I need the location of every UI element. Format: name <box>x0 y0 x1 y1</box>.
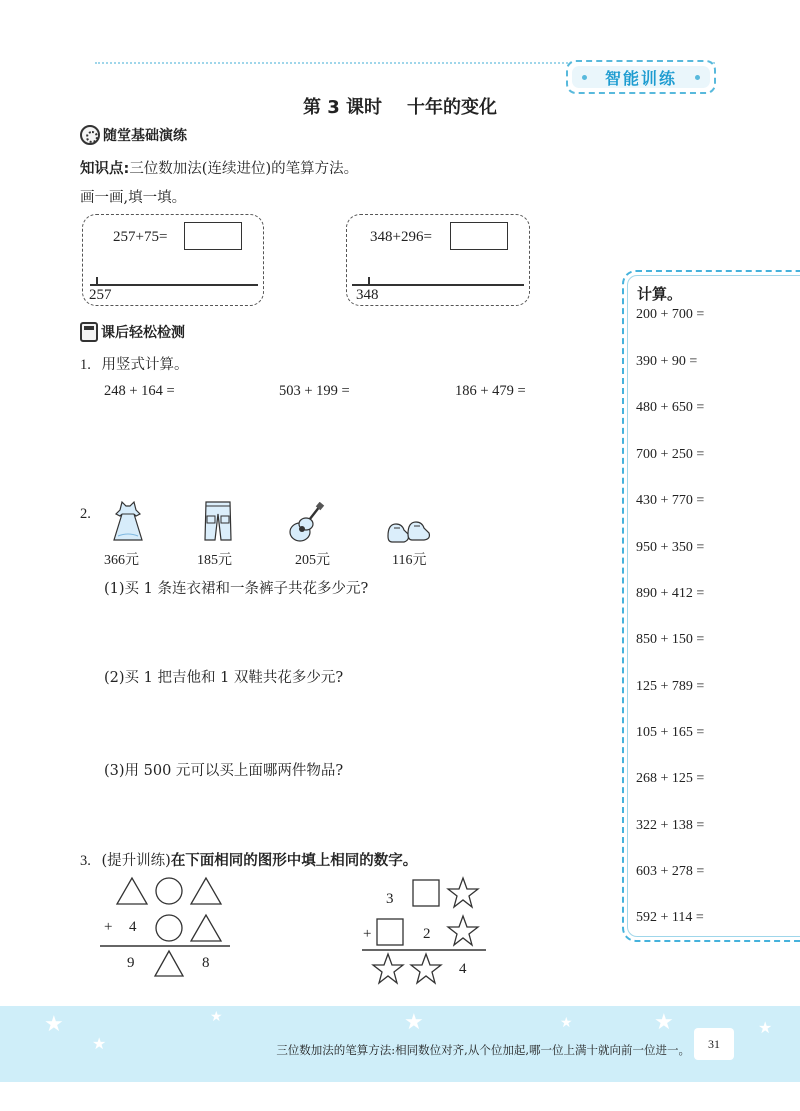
question-text: 用竖式计算。 <box>101 357 189 373</box>
question-number: 2. <box>80 506 91 522</box>
side-calc-item: 890 + 412 = <box>636 586 705 601</box>
side-calc-item: 200 + 700 = <box>636 307 705 322</box>
puzzle2-result-digit: 4 <box>459 961 467 977</box>
star-icon: ★ <box>404 1010 424 1035</box>
side-calc-item: 850 + 150 = <box>636 632 705 647</box>
side-title: 计算。 <box>637 285 683 303</box>
page-number: 31 <box>694 1028 734 1060</box>
puzzle2-top-digit: 3 <box>386 891 394 907</box>
side-calc-item: 322 + 138 = <box>636 818 705 833</box>
puzzle1-plus: + <box>104 919 113 935</box>
star-icon: ★ <box>560 1015 573 1031</box>
side-calc-item: 430 + 770 = <box>636 493 705 508</box>
question-1 <box>80 353 188 374</box>
side-calc-panel-inner <box>627 275 800 937</box>
knowledge-point <box>80 157 358 178</box>
q2-sub-3: (3)用 500 元可以买上面哪两件物品? <box>104 763 344 779</box>
star-shape <box>373 954 403 983</box>
question-number: 3. <box>80 853 91 869</box>
guitar-icon <box>286 502 326 544</box>
puzzle2-mid-digit: 2 <box>423 926 431 942</box>
number-line-tick <box>368 277 370 285</box>
section-head-practice <box>80 125 187 145</box>
side-calc-item: 592 + 114 = <box>636 910 704 925</box>
side-calc-item: 390 + 90 = <box>636 354 698 369</box>
knowledge-text: 三位数加法(连续进位)的笔算方法。 <box>129 161 359 177</box>
header-tag <box>566 60 716 94</box>
star-icon: ★ <box>758 1018 773 1037</box>
box2-expression: 348+296= <box>370 229 432 245</box>
shape-puzzle-1 <box>100 876 240 988</box>
q2-sub-2: (2)买 1 把吉他和 1 双鞋共花多少元? <box>104 670 344 686</box>
knowledge-label: 知识点: <box>80 161 130 177</box>
price-dress: 366元 <box>104 553 139 568</box>
star-icon: ★ <box>44 1012 64 1037</box>
header-tag-text: 智能训练 <box>604 69 677 88</box>
number-line <box>90 284 258 286</box>
puzzle1-result-right: 8 <box>202 955 210 971</box>
box1-expression: 257+75= <box>113 229 168 245</box>
triangle-shape <box>117 878 147 904</box>
side-calc-item: 700 + 250 = <box>636 447 705 462</box>
side-calc-item: 105 + 165 = <box>636 725 705 740</box>
price-guitar: 205元 <box>295 553 330 568</box>
instruction: 画一画,填一填。 <box>80 190 187 206</box>
box1-answer-field[interactable] <box>184 222 242 250</box>
pants-icon <box>200 500 236 544</box>
star-shape <box>448 878 478 907</box>
number-line <box>352 284 524 286</box>
star-icon: ★ <box>92 1034 107 1053</box>
circle-shape <box>156 915 182 941</box>
triangle-shape <box>191 915 221 941</box>
triangle-shape <box>191 878 221 904</box>
triangle-shape <box>155 951 183 976</box>
dot-icon <box>695 75 700 80</box>
star-icon: ★ <box>654 1010 674 1035</box>
box1-start: 257 <box>89 287 112 303</box>
section-title: 课后轻松检测 <box>101 325 185 341</box>
side-calc-item: 268 + 125 = <box>636 771 705 786</box>
question-text: 在下面相同的图形中填上相同的数字。 <box>170 853 418 869</box>
question-3 <box>80 849 417 870</box>
q1-expression-1: 248 + 164 = <box>104 383 175 399</box>
dress-icon <box>110 500 146 544</box>
q2-sub-1: (1)买 1 条连衣裙和一条裤子共花多少元? <box>104 581 369 597</box>
film-reel-icon <box>80 125 100 145</box>
section-head-check <box>80 322 185 342</box>
square-shape <box>413 880 439 906</box>
puzzle2-plus: + <box>363 926 372 942</box>
question-tag: (提升训练) <box>101 853 171 869</box>
puzzle1-digit: 4 <box>129 919 137 935</box>
lesson-title: 第 3 课时 十年的变化 <box>302 97 498 118</box>
q1-expression-2: 503 + 199 = <box>279 383 350 399</box>
shoes-icon <box>386 516 432 546</box>
number-line-tick <box>96 277 98 285</box>
box2-answer-field[interactable] <box>450 222 508 250</box>
price-pants: 185元 <box>197 553 232 568</box>
price-shoes: 116元 <box>392 553 427 568</box>
side-calc-item: 603 + 278 = <box>636 864 705 879</box>
question-number: 1. <box>80 357 91 373</box>
footer-tip: 三位数加法的笔算方法:相同数位对齐,从个位加起,哪一位上满十就向前一位进一。 <box>276 1043 690 1057</box>
star-shape <box>448 916 478 945</box>
side-calc-item: 480 + 650 = <box>636 400 705 415</box>
puzzle1-result-left: 9 <box>127 955 135 971</box>
circle-shape <box>156 878 182 904</box>
section-title: 随堂基础演练 <box>103 128 187 144</box>
star-shape <box>411 954 441 983</box>
calculator-icon <box>80 322 98 342</box>
q1-expression-3: 186 + 479 = <box>455 383 526 399</box>
star-icon: ★ <box>210 1009 223 1025</box>
side-calc-item: 950 + 350 = <box>636 540 705 555</box>
square-shape <box>377 919 403 945</box>
box2-start: 348 <box>356 287 379 303</box>
side-calc-item: 125 + 789 = <box>636 679 705 694</box>
